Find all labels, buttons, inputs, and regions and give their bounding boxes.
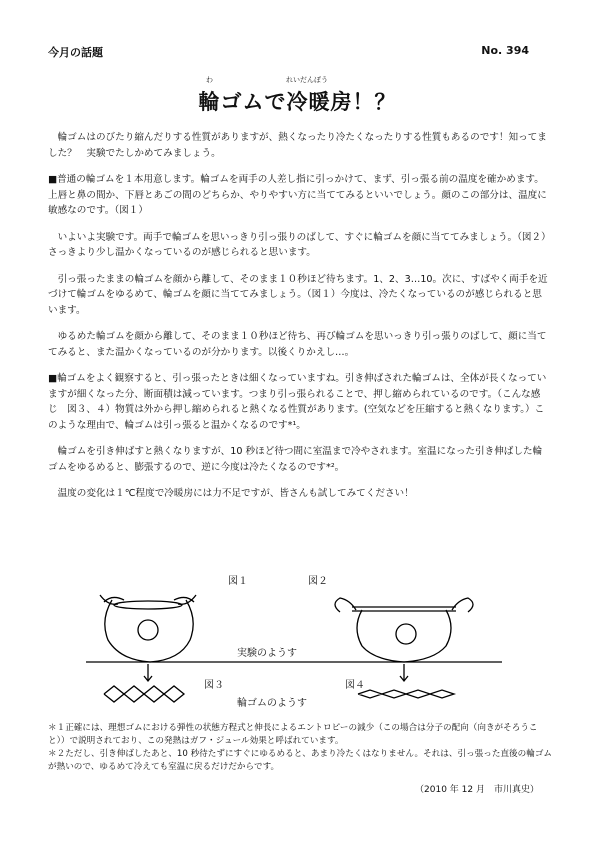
face-stretched-illustration bbox=[335, 598, 473, 662]
footnotes bbox=[48, 722, 553, 774]
footnote-2: ＊２ただし、引き伸ばしたあと、10 秒待たずにすぐにゆるめると、あまり冷たくはなりません。それは、引っ張った直後の輪ゴムが熱いので、ゆるめて冷えても室温に戻るだけだからです。 bbox=[48, 749, 553, 772]
title-ruby-wa: わ bbox=[206, 76, 213, 84]
paragraph-setup: ■普通の輪ゴムを１本用意します。輪ゴムを両手の人差し指に引っかけて、まず、引っ張る前の温度を確かめます。上唇と鼻の間か、下唇とあごの間のどちらか、やりやすい方に当ててみるといいでしょう。顔のこの部分は、温度に敏感なのです。（図１） bbox=[48, 174, 547, 216]
band-relaxed-shape bbox=[104, 686, 184, 702]
face-relaxed-illustration bbox=[100, 595, 196, 662]
paragraph-experiment: いよいよ実験です。両手で輪ゴムを思いっきり引っ張りのばして、すぐに輪ゴムを顔に当ててみましょう。（図２）さっきより少し温かくなっているのが感じられると思います。 bbox=[48, 231, 546, 258]
rubber-caption: 輪ゴムのようす bbox=[237, 698, 307, 709]
header-topic-label: 今月の話題 bbox=[48, 46, 103, 59]
article-body bbox=[48, 130, 548, 513]
experiment-caption: 実験のようす bbox=[237, 648, 297, 659]
paragraph-observation: ■輪ゴムをよく観察すると、引っ張ったときは細くなっていますね。引き伸ばされた輪ゴムは、全体が長くなっていますが細くなった分、断面積は減っています。つまり引っ張られることで、押し縮められているのです。（こんな感じ 図３、４）物質は外から押し縮められると熱くなる性質があります。(空気などを圧縮すると熱くなります。）このような理由で、輪ゴムは引っ張ると温かくなるのです*¹。 bbox=[48, 373, 547, 431]
paragraph-expansion: 輪ゴムを引き伸ばすと熱くなりますが、10 秒ほど待つ間に室温まで冷やされます。室温になった引き伸ばした輪ゴムをゆるめると、膨張するので、逆に今度は冷たくなるのです*²。 bbox=[48, 446, 543, 473]
figure-3-label: 図３ bbox=[204, 680, 224, 691]
footnote-1: ＊１正確には、理想ゴムにおける弾性の状態方程式と伸長によるエントロピーの減少（この場合は分子の配向（向きがそろうこと））で説明されており、この発熱はガフ・ジュール効果と呼ばれています。 bbox=[48, 723, 538, 746]
figure-1-label: 図１ bbox=[228, 576, 248, 587]
paragraph-repeat: ゆるめた輪ゴムを顔から離して、そのまま１０秒ほど待ち、再び輪ゴムを思いっきり引っ張りのばして、顔に当ててみると、また温かくなっているのが分かります。以後くりかえし…。 bbox=[48, 331, 547, 358]
paragraph-release: 引っ張ったままの輪ゴムを顔から離して、そのまま１０秒ほど待ちます。1、2、3…10。次に、すばやく両手を近づけて輪ゴムをゆるめて、輪ゴムを顔に当ててみましょう。（図１）今度は、冷たくなっているのが感じられると思います。 bbox=[48, 273, 548, 316]
header-issue-number: No. 394 bbox=[481, 44, 529, 57]
band-stretched-shape bbox=[358, 690, 454, 698]
title-ruby-reidanbou: れいだんぼう bbox=[286, 76, 328, 84]
paragraph-conclusion: 温度の変化は１℃程度で冷暖房には力不足ですが、皆さんも試してみてください！ bbox=[57, 488, 414, 499]
author-signature: （2010 年 12 月 市川真史） bbox=[415, 785, 539, 795]
figure-4-label: 図４ bbox=[345, 680, 365, 691]
paragraph-intro: 輪ゴムはのびたり縮んだりする性質がありますが、熱くなったり冷たくなったりする性質もあるのです！知ってました？ 実験でたしかめてみましょう。 bbox=[48, 132, 547, 159]
page-title: 輪ゴムで冷暖房！？ bbox=[198, 90, 397, 114]
figure-2-label: 図２ bbox=[308, 576, 328, 587]
